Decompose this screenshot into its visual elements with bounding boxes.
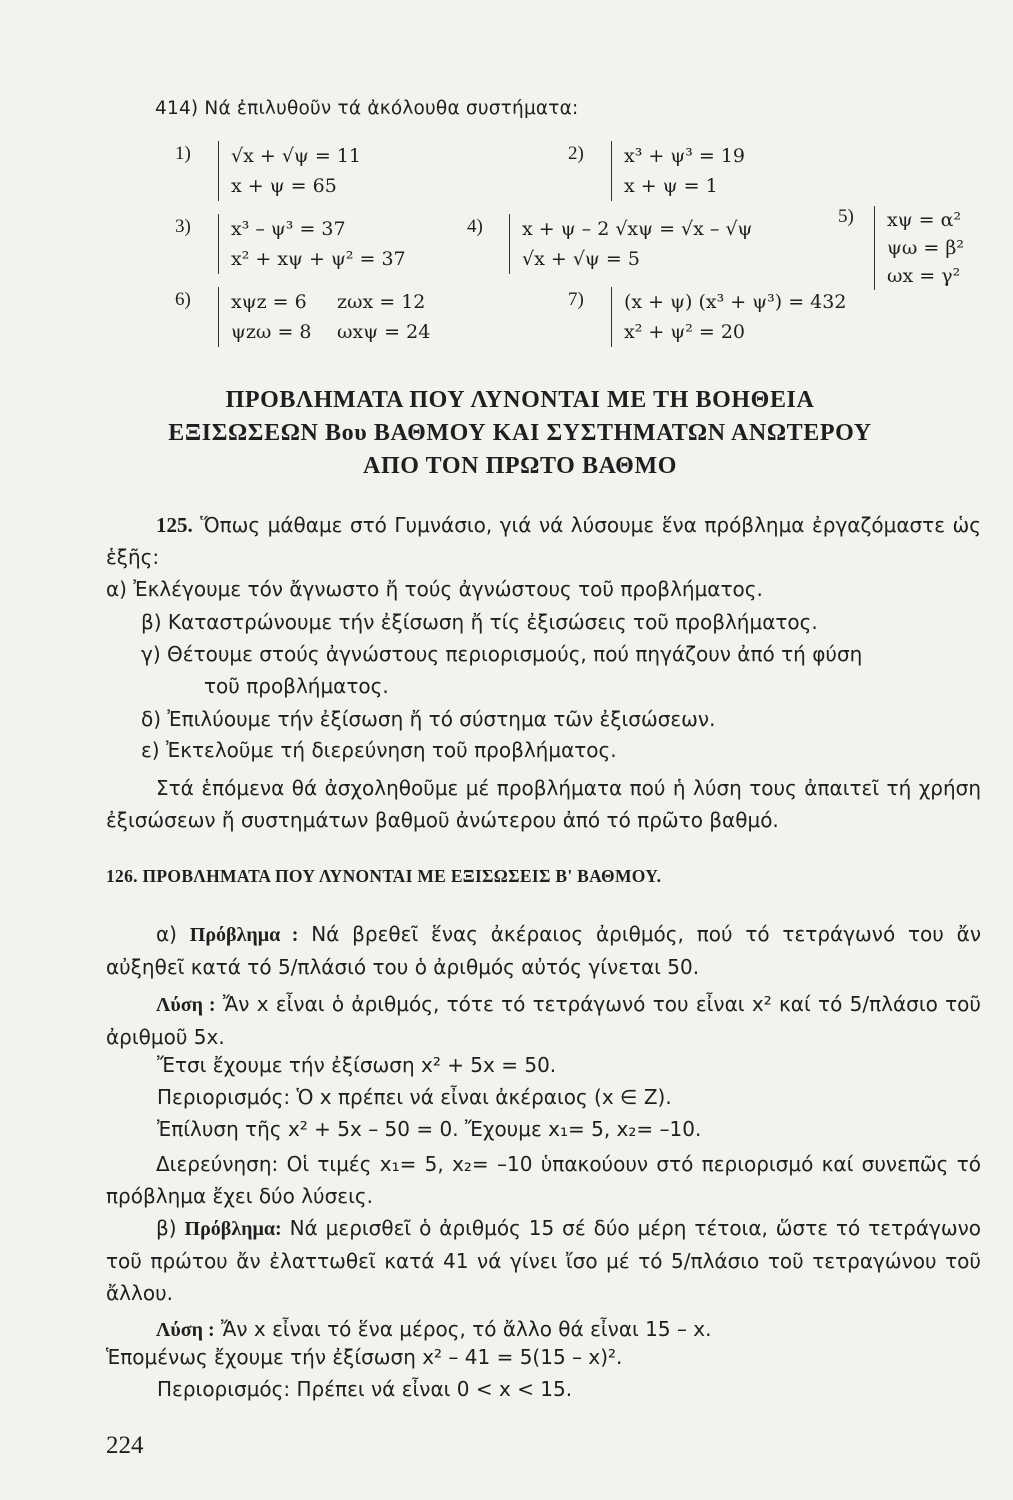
problem-b: [106, 1212, 981, 1309]
system-label: 6): [175, 289, 191, 310]
section-126-title: 126. ΠΡΟΒΛΗΜΑΤΑ ΠΟΥ ΛΥΝΟΝΤΑΙ ΜΕ ΕΞΙΣΩΣΕΙΣ Β' ΒΑΘΜΟΥ.: [106, 866, 662, 886]
intro-text: Ὅπως μάθαμε στό Γυμνάσιο, γιά νά λύσουμε ἕνα πρόβλημα ἐργαζόμαστε ὡς ἑξῆς:: [106, 513, 981, 569]
equation-row: [231, 317, 430, 347]
system-label: 5): [838, 206, 854, 227]
problem-prefix: α): [156, 922, 190, 946]
equation: ψω = β²: [887, 237, 964, 259]
system-label: 2): [568, 143, 584, 164]
equation: ωxψ = 24: [337, 321, 431, 343]
solution-restriction: Περιορισμός: Ὁ x πρέπει νά εἶναι ἀκέραιος (x ∈ Z).: [157, 1085, 672, 1109]
heading-line: ΕΞΙΣΩΣΕΩΝ Βου ΒΑΘΜΟΥ ΚΑΙ ΣΥΣΤΗΜΑΤΩΝ ΑΝΩΤΕΡΟΥ: [168, 420, 872, 446]
problem-prefix: β): [156, 1216, 185, 1240]
equation-group: [611, 141, 745, 201]
equation: x³ – ψ³ = 37: [231, 218, 346, 240]
step-d: δ) Ἐπιλύουμε τήν ἐξίσωση ἤ τό σύστημα τῶν ἐξισώσεων.: [141, 707, 716, 731]
heading-line: ΑΠΟ ΤΟΝ ΠΡΩΤΟ ΒΑΘΜΟ: [363, 453, 677, 479]
system-label: 1): [175, 143, 191, 164]
system-label: 7): [568, 289, 584, 310]
equation-group: [218, 141, 361, 201]
equation: zωx = 12: [337, 291, 426, 313]
problem-label: Πρόβλημα :: [189, 924, 299, 946]
solution-a: [106, 988, 981, 1053]
equation: x + ψ = 65: [231, 175, 337, 197]
equation-group: [218, 287, 430, 347]
equation-group: [611, 287, 846, 347]
equation: x² + xψ + ψ² = 37: [231, 248, 406, 270]
solution-text: Ἄν x εἶναι ὁ ἀριθμός, τότε τό τετράγωνό του εἶναι x² καί τό 5/πλάσιο τοῦ ἀριθμοῦ 5x.: [106, 992, 981, 1049]
solution-equation: Ἑπομένως ἔχουμε τήν ἐξίσωση x² – 41 = 5(15 – x)².: [106, 1345, 623, 1369]
page-number: 224: [106, 1432, 144, 1459]
solution-label: Λύση :: [156, 994, 216, 1016]
problem-text: Νά μερισθεῖ ὁ ἀριθμός 15 σέ δύο μέρη τέτοια, ὥστε τό τετράγωνο τοῦ πρώτου ἄν ἐλαττωθεῖ κατά 41 νά γίνει ἴσο μέ τό 5/πλάσιο τοῦ τετραγώνου τοῦ ἄλλου.: [106, 1216, 981, 1305]
step-e: ε) Ἐκτελοῦμε τή διερεύνηση τοῦ προβλήματος.: [141, 738, 617, 762]
heading-line: ΠΡΟΒΛΗΜΑΤΑ ΠΟΥ ΛΥΝΟΝΤΑΙ ΜΕ ΤΗ ΒΟΗΘΕΙΑ: [225, 387, 815, 413]
solution-restriction: Περιορισμός: Πρέπει νά εἶναι 0 < x < 15.: [157, 1377, 573, 1401]
equation: x² + ψ² = 20: [624, 321, 746, 343]
solution-b: [106, 1313, 981, 1346]
equation-group: [218, 214, 406, 274]
equation: √x + √ψ = 11: [231, 145, 362, 167]
equation-row: [231, 287, 430, 317]
problem-a: [106, 918, 981, 983]
step-c-cont: τοῦ προβλήματος.: [204, 674, 389, 698]
solution-label: Λύση :: [156, 1319, 215, 1341]
problem-text: Νά βρεθεῖ ἕνας ἀκέραιος ἀριθμός, πού τό τετράγωνό του ἄν αὐξηθεῖ κατά τό 5/πλάσιό του ὁ ἀριθμός αὐτός γίνεται 50.: [106, 922, 982, 979]
next-topic: Στά ἑπόμενα θά ἀσχοληθοῦμε μέ προβλήματα πού ἡ λύση τους ἀπαιτεῖ τή χρήση ἐξισώσεων ἤ συστημάτων βαθμοῦ ἀνώτερου ἀπό τό πρῶτο βαθμό.: [106, 776, 981, 832]
section-125-intro: [106, 509, 981, 573]
system-label: 4): [467, 216, 483, 237]
equation: x + ψ = 1: [624, 175, 718, 197]
equation-group: [874, 206, 964, 290]
step-b: β) Καταστρώνουμε τήν ἐξίσωση ἤ τίς ἐξισώσεις τοῦ προβλήματος.: [141, 610, 818, 634]
solution-text: Ἄν x εἶναι τό ἕνα μέρος, τό ἄλλο θά εἶναι 15 – x.: [214, 1317, 712, 1341]
equation: x³ + ψ³ = 19: [624, 145, 746, 167]
system-label: 3): [175, 216, 191, 237]
equation: (x + ψ) (x³ + ψ³) = 432: [624, 291, 847, 313]
equation: ωx = γ²: [887, 265, 961, 287]
solution-equation: Ἔτσι ἔχουμε τήν ἐξίσωση x² + 5x = 50.: [157, 1053, 557, 1077]
equation: xψz = 6: [231, 291, 307, 313]
equation: xψ = α²: [887, 209, 962, 231]
equation: ψzω = 8: [231, 321, 312, 343]
solution-discussion: Διερεύνηση: Οἱ τιμές x₁= 5, x₂= –10 ὑπακούουν στό περιορισμό καί συνεπῶς τό πρόβλημα ἔχει δύο λύσεις.: [106, 1152, 981, 1208]
problem-label: Πρόβλημα:: [184, 1218, 282, 1240]
equation: x + ψ – 2 √xψ = √x – √ψ: [522, 218, 753, 240]
section-number: 125.: [156, 513, 193, 537]
exercise-title: 414) Νά ἐπιλυθοῦν τά ἀκόλουθα συστήματα:: [155, 98, 579, 119]
step-a: α) Ἐκλέγουμε τόν ἄγνωστο ἤ τούς ἀγνώστους τοῦ προβλήματος.: [106, 577, 763, 601]
step-c: γ) Θέτουμε στούς ἀγνώστους περιορισμούς, πού πηγάζουν ἀπό τή φύση: [141, 642, 863, 666]
equation: √x + √ψ = 5: [522, 248, 640, 270]
equation-group: [509, 214, 752, 274]
chapter-heading: [120, 384, 920, 483]
solution-solve: Ἐπίλυση τῆς x² + 5x – 50 = 0. Ἔχουμε x₁= 5, x₂= –10.: [157, 1117, 702, 1141]
